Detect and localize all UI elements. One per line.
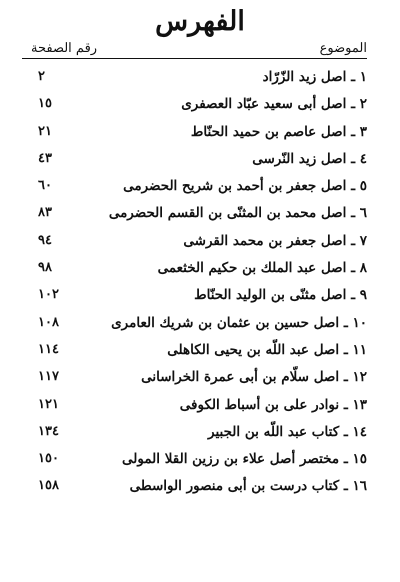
entry-page: ١١٧ (38, 369, 59, 385)
entry-topic: ١٦ ـ كتاب درست بن أبى منصور الواسطى (129, 478, 367, 495)
index-entry (0, 121, 400, 148)
entry-topic: ١ ـ اصل زيد الزّرّاد (262, 69, 367, 85)
entry-page: ٩٤ (38, 232, 52, 248)
index-entry (0, 93, 400, 120)
column-header-page: رقم الصفحة (31, 41, 98, 56)
entry-page: ١٥٨ (38, 478, 59, 494)
entry-page: ٤٣ (38, 150, 52, 166)
entry-page: ١١٤ (38, 341, 59, 357)
index-entry (0, 475, 400, 502)
entry-topic: ١٣ ـ نوادر على بن أسباط الكوفى (179, 396, 367, 413)
index-entry (0, 202, 400, 229)
index-entry (0, 312, 400, 339)
index-entry (0, 257, 400, 284)
entry-topic: ٤ ـ اصل زيد النّرسى (252, 150, 367, 167)
entry-page: ١٥ (38, 96, 52, 112)
index-entry (0, 148, 400, 175)
entry-page: ١٢١ (38, 396, 59, 412)
header-rule (22, 58, 367, 59)
entry-page: ٢ (38, 69, 45, 84)
index-entry (0, 339, 400, 366)
entry-page: ١٣٤ (38, 423, 59, 439)
entry-topic: ١٥ ـ مختصر أصل علاء بن رزين القلا المولى (121, 451, 367, 468)
index-entry (0, 230, 400, 257)
entry-topic: ٣ ـ اصل عاصم بن حميد الحنّاط (190, 123, 367, 140)
entry-topic: ١٢ ـ اصل سلّام بن أبى عمرة الخراسانى (141, 369, 367, 386)
entry-topic: ٢ ـ اصل أبى سعيد عبّاد العصفرى (181, 96, 367, 113)
entry-page: ١٠٢ (38, 287, 59, 303)
entry-page: ٩٨ (38, 260, 52, 276)
index-list (0, 66, 400, 503)
entry-topic: ٦ ـ اصل محمد بن المثنّى بن القسم الحضرمى (108, 205, 367, 222)
entry-page: ٦٠ (38, 178, 52, 194)
entry-page: ٢١ (38, 123, 52, 139)
index-entry (0, 175, 400, 202)
entry-topic: ٩ ـ اصل مثنّى بن الوليد الحنّاط (194, 287, 367, 304)
entry-topic: ١١ ـ اصل عبد اللّه بن يحيى الكاهلى (167, 341, 367, 358)
entry-topic: ٨ ـ اصل عبد الملك بن حكيم الخثعمى (157, 260, 367, 277)
index-entry (0, 448, 400, 475)
entry-page: ١٠٨ (38, 314, 59, 330)
index-entry (0, 421, 400, 448)
page-title: الفهرس (155, 6, 245, 37)
column-header-topic: الموضوع (319, 41, 367, 56)
entry-page: ١٥٠ (38, 451, 59, 467)
entry-topic: ٥ ـ اصل جعفر بن أحمد بن شريح الحضرمى (123, 178, 367, 195)
entry-topic: ٧ ـ اصل جعفر بن محمد القرشى (183, 232, 367, 249)
index-entry (0, 394, 400, 421)
index-entry (0, 366, 400, 393)
entry-topic: ١٤ ـ كتاب عبد اللّه بن الجبير (208, 423, 367, 440)
index-entry (0, 284, 400, 311)
entry-page: ٨٣ (38, 205, 52, 221)
index-entry (0, 66, 400, 93)
entry-topic: ١٠ ـ اصل حسين بن عثمان بن شريك العامرى (111, 314, 367, 331)
